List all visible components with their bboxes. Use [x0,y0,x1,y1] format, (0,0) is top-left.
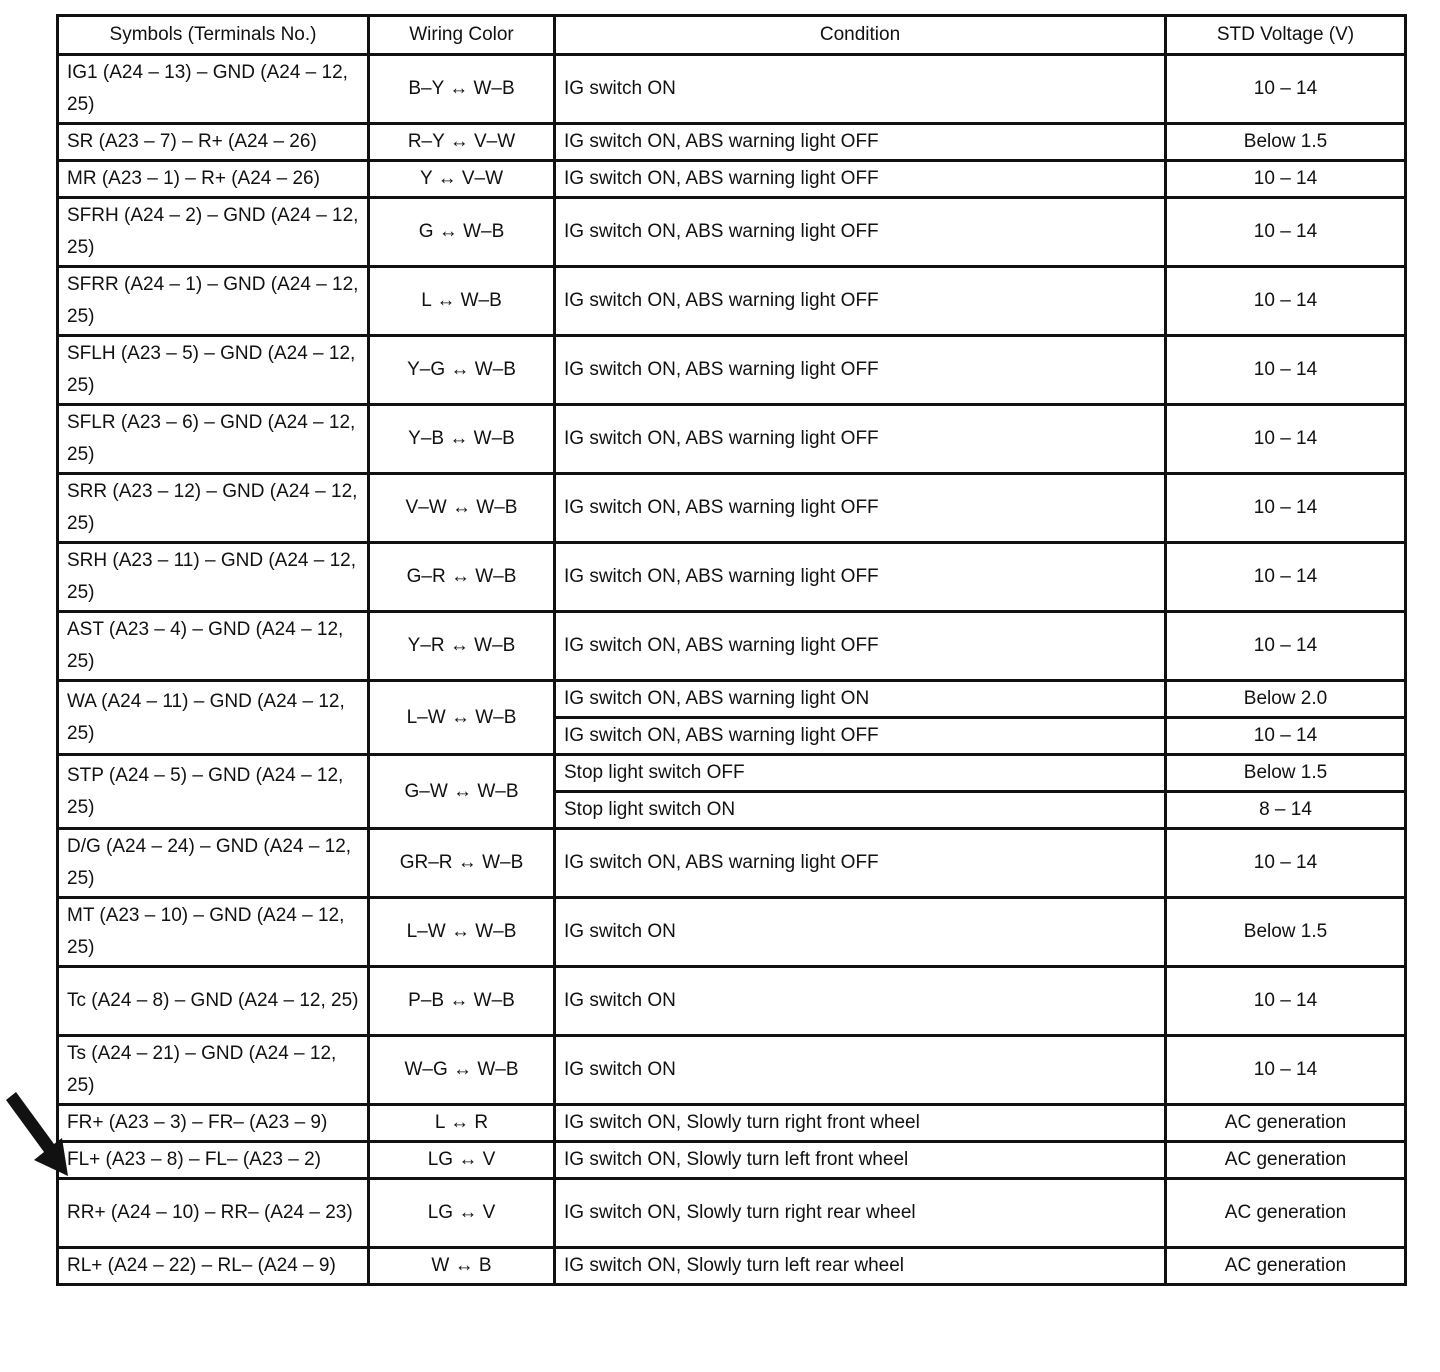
condition-cell: IG switch ON, ABS warning light OFF [555,267,1166,336]
terminal-symbol-cell: WA (A24 – 11) – GND (A24 – 12, 25) [58,681,369,755]
condition-cell: IG switch ON, ABS warning light OFF [555,543,1166,612]
wiring-color-cell: V–W ↔ W–B [369,474,555,543]
header-symbols: Symbols (Terminals No.) [58,16,369,55]
wiring-color-cell: W–G ↔ W–B [369,1036,555,1105]
condition-cell: Stop light switch OFF [555,755,1166,792]
wiring-color-cell: G–W ↔ W–B [369,755,555,829]
std-voltage-cell: AC generation [1166,1142,1406,1179]
table-row [58,967,1406,1036]
table-row [58,198,1406,267]
wiring-color-cell: L–W ↔ W–B [369,681,555,755]
condition-cell: IG switch ON, ABS warning light OFF [555,161,1166,198]
std-voltage-cell: AC generation [1166,1248,1406,1285]
condition-cell: IG switch ON [555,1036,1166,1105]
terminal-symbol-cell: SFLH (A23 – 5) – GND (A24 – 12, 25) [58,336,369,405]
terminal-symbol-cell: Tc (A24 – 8) – GND (A24 – 12, 25) [58,967,369,1036]
condition-cell: IG switch ON, ABS warning light OFF [555,198,1166,267]
terminal-symbol-cell: Ts (A24 – 21) – GND (A24 – 12, 25) [58,1036,369,1105]
terminal-symbol-cell: FR+ (A23 – 3) – FR– (A23 – 9) [58,1105,369,1142]
std-voltage-cell: 10 – 14 [1166,55,1406,124]
terminal-symbol-cell: MR (A23 – 1) – R+ (A24 – 26) [58,161,369,198]
table-row [58,1105,1406,1142]
std-voltage-cell: Below 1.5 [1166,755,1406,792]
condition-cell: IG switch ON, ABS warning light OFF [555,405,1166,474]
wiring-color-cell: G ↔ W–B [369,198,555,267]
wiring-color-cell: L ↔ W–B [369,267,555,336]
condition-cell: IG switch ON [555,967,1166,1036]
std-voltage-cell: 10 – 14 [1166,405,1406,474]
voltage-spec-table [56,14,1407,1286]
condition-cell: IG switch ON [555,55,1166,124]
table-row [58,336,1406,405]
std-voltage-cell: 10 – 14 [1166,474,1406,543]
terminal-symbol-cell: D/G (A24 – 24) – GND (A24 – 12, 25) [58,829,369,898]
condition-cell: IG switch ON, ABS warning light OFF [555,474,1166,543]
wiring-color-cell: L ↔ R [369,1105,555,1142]
wiring-color-cell: Y–R ↔ W–B [369,612,555,681]
table-row [58,1036,1406,1105]
condition-cell: IG switch ON, Slowly turn left front wheel [555,1142,1166,1179]
table-row [58,829,1406,898]
wiring-color-cell: Y–B ↔ W–B [369,405,555,474]
terminal-symbol-cell: SFRH (A24 – 2) – GND (A24 – 12, 25) [58,198,369,267]
table-row [58,55,1406,124]
wiring-color-cell: Y–G ↔ W–B [369,336,555,405]
std-voltage-cell: Below 1.5 [1166,124,1406,161]
terminal-symbol-cell: FL+ (A23 – 8) – FL– (A23 – 2) [58,1142,369,1179]
header-wiring-color: Wiring Color [369,16,555,55]
condition-cell: Stop light switch ON [555,792,1166,829]
std-voltage-cell: AC generation [1166,1105,1406,1142]
std-voltage-cell: 8 – 14 [1166,792,1406,829]
condition-cell: IG switch ON, ABS warning light OFF [555,336,1166,405]
table-row [58,898,1406,967]
header-row [58,16,1406,55]
table-row [58,755,1406,792]
std-voltage-cell: AC generation [1166,1179,1406,1248]
std-voltage-cell: Below 1.5 [1166,898,1406,967]
table-body [58,55,1406,1285]
table-row [58,681,1406,718]
terminal-symbol-cell: IG1 (A24 – 13) – GND (A24 – 12, 25) [58,55,369,124]
condition-cell: IG switch ON [555,898,1166,967]
std-voltage-cell: 10 – 14 [1166,718,1406,755]
wiring-color-cell: G–R ↔ W–B [369,543,555,612]
table-row [58,474,1406,543]
wiring-color-cell: B–Y ↔ W–B [369,55,555,124]
condition-cell: IG switch ON, ABS warning light OFF [555,612,1166,681]
wiring-color-cell: GR–R ↔ W–B [369,829,555,898]
condition-cell: IG switch ON, Slowly turn right rear wheel [555,1179,1166,1248]
table-row [58,124,1406,161]
condition-cell: IG switch ON, ABS warning light OFF [555,829,1166,898]
table-row [58,612,1406,681]
wiring-color-cell: R–Y ↔ V–W [369,124,555,161]
terminal-symbol-cell: SR (A23 – 7) – R+ (A24 – 26) [58,124,369,161]
terminal-symbol-cell: RL+ (A24 – 22) – RL– (A24 – 9) [58,1248,369,1285]
terminal-symbol-cell: MT (A23 – 10) – GND (A24 – 12, 25) [58,898,369,967]
terminal-symbol-cell: RR+ (A24 – 10) – RR– (A24 – 23) [58,1179,369,1248]
std-voltage-cell: Below 2.0 [1166,681,1406,718]
std-voltage-cell: 10 – 14 [1166,967,1406,1036]
table-row [58,161,1406,198]
header-condition: Condition [555,16,1166,55]
terminal-symbol-cell: SFRR (A24 – 1) – GND (A24 – 12, 25) [58,267,369,336]
table-row [58,405,1406,474]
std-voltage-cell: 10 – 14 [1166,1036,1406,1105]
table-row [58,543,1406,612]
terminal-symbol-cell: SRR (A23 – 12) – GND (A24 – 12, 25) [58,474,369,543]
std-voltage-cell: 10 – 14 [1166,612,1406,681]
terminal-symbol-cell: SFLR (A23 – 6) – GND (A24 – 12, 25) [58,405,369,474]
condition-cell: IG switch ON, ABS warning light ON [555,681,1166,718]
std-voltage-cell: 10 – 14 [1166,829,1406,898]
terminal-symbol-cell: STP (A24 – 5) – GND (A24 – 12, 25) [58,755,369,829]
condition-cell: IG switch ON, Slowly turn right front wheel [555,1105,1166,1142]
wiring-color-cell: LG ↔ V [369,1179,555,1248]
header-std-voltage: STD Voltage (V) [1166,16,1406,55]
std-voltage-cell: 10 – 14 [1166,543,1406,612]
condition-cell: IG switch ON, Slowly turn left rear wheel [555,1248,1166,1285]
wiring-color-cell: P–B ↔ W–B [369,967,555,1036]
std-voltage-cell: 10 – 14 [1166,336,1406,405]
wiring-color-cell: L–W ↔ W–B [369,898,555,967]
wiring-color-cell: LG ↔ V [369,1142,555,1179]
condition-cell: IG switch ON, ABS warning light OFF [555,718,1166,755]
terminal-symbol-cell: AST (A23 – 4) – GND (A24 – 12, 25) [58,612,369,681]
condition-cell: IG switch ON, ABS warning light OFF [555,124,1166,161]
wiring-color-cell: W ↔ B [369,1248,555,1285]
wiring-color-cell: Y ↔ V–W [369,161,555,198]
std-voltage-cell: 10 – 14 [1166,267,1406,336]
table-row [58,1142,1406,1179]
std-voltage-cell: 10 – 14 [1166,198,1406,267]
std-voltage-cell: 10 – 14 [1166,161,1406,198]
table-row [58,1248,1406,1285]
terminal-symbol-cell: SRH (A23 – 11) – GND (A24 – 12, 25) [58,543,369,612]
table-row [58,1179,1406,1248]
table-row [58,267,1406,336]
